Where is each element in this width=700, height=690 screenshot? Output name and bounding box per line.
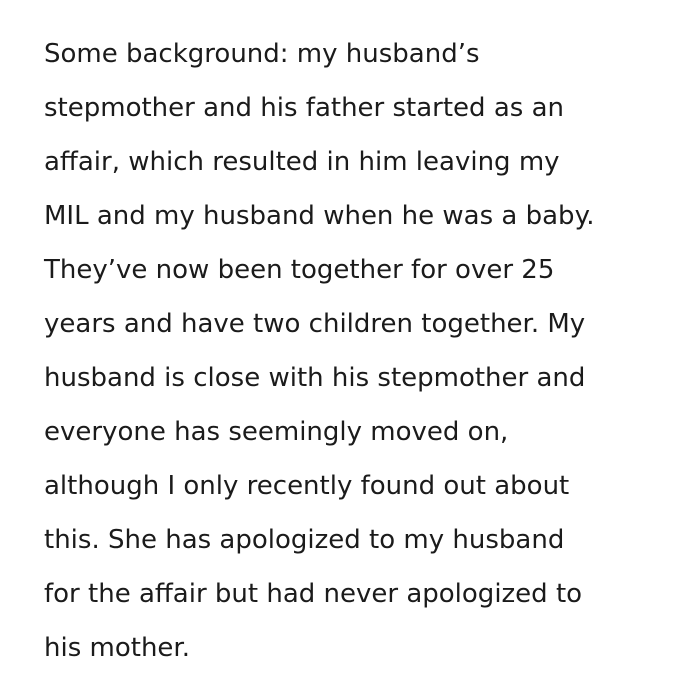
text-line: years and have two children together. My	[44, 309, 586, 339]
text-line: They’ve now been together for over 25	[44, 255, 555, 285]
text-line: his mother.	[44, 633, 190, 663]
text-line: husband is close with his stepmother and	[44, 363, 586, 393]
text-line: affair, which resulted in him leaving my	[44, 147, 560, 177]
text-line: although I only recently found out about	[44, 471, 570, 501]
text-line: this. She has apologized to my husband	[44, 525, 565, 555]
text-line: for the affair but had never apologized to	[44, 579, 583, 609]
text-line: stepmother and his father started as an	[44, 93, 564, 123]
text-line: MIL and my husband when he was a baby.	[44, 201, 595, 231]
post-body-text	[44, 27, 684, 675]
text-line: Some background: my husband’s	[44, 39, 480, 69]
text-line: everyone has seemingly moved on,	[44, 417, 509, 447]
